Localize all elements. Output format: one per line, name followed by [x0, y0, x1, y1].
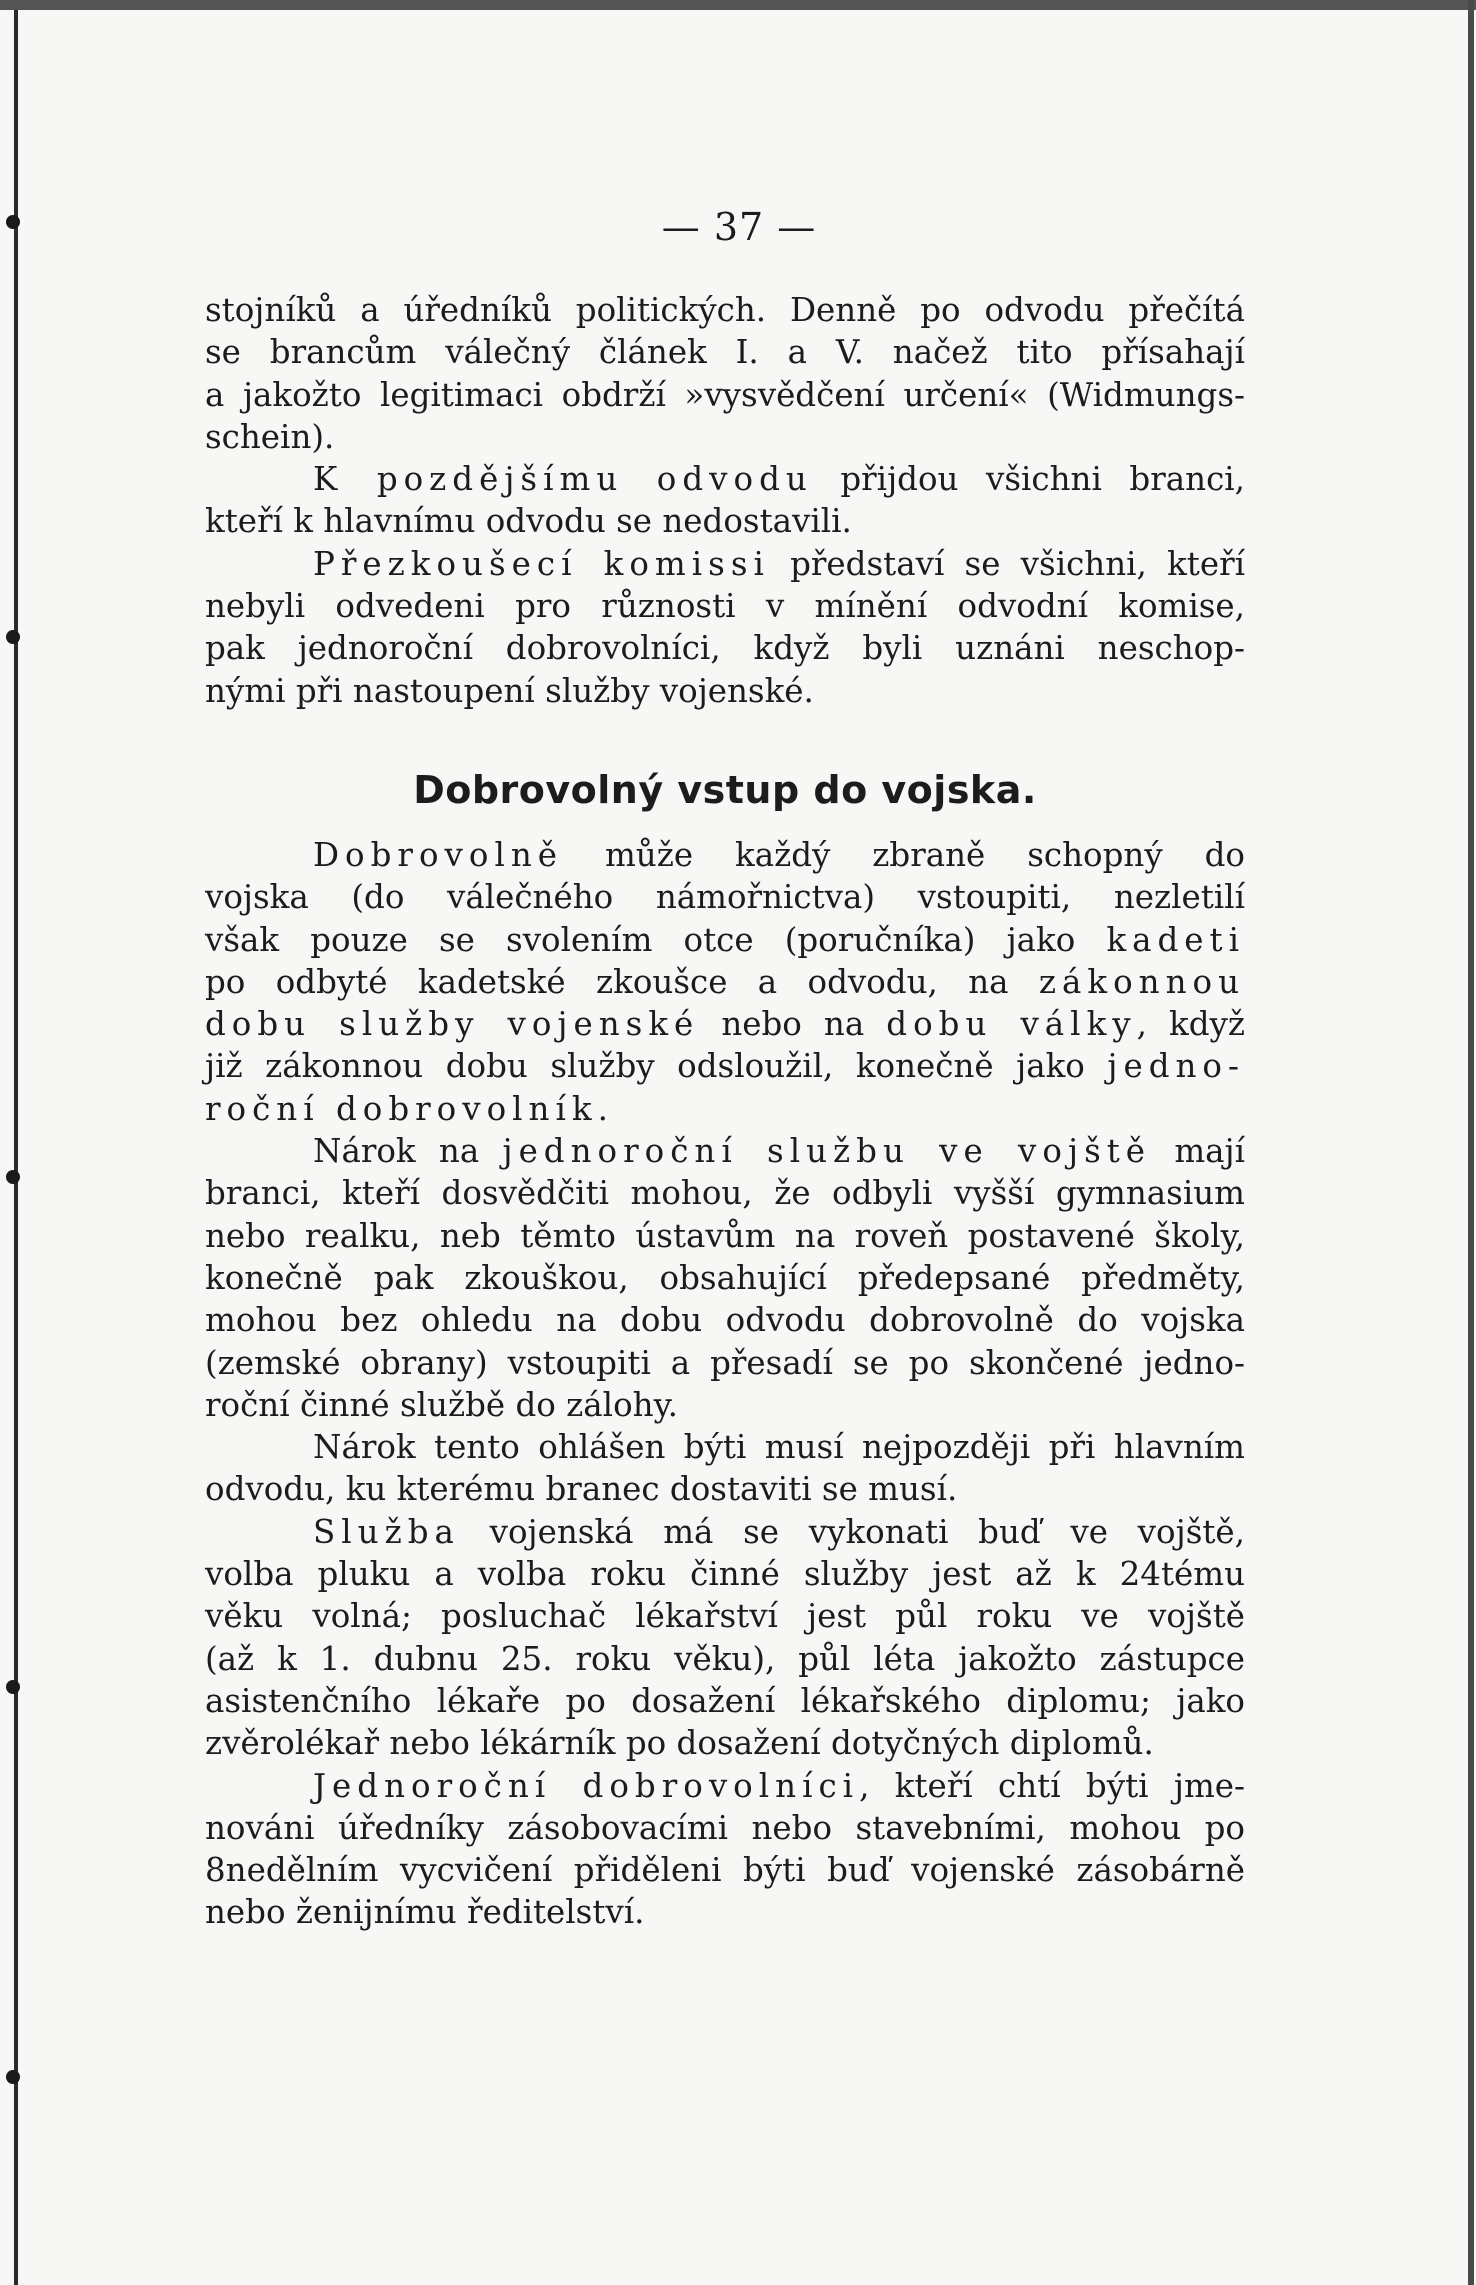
text-span: nebo na	[699, 1005, 887, 1044]
text-line	[205, 543, 1245, 585]
binding-mark	[6, 2070, 20, 2084]
text-line: se brancům válečný článek I. a V. načež tito přísahají	[205, 333, 1245, 372]
spaced-term: Dobrovolně	[313, 835, 564, 874]
spaced-term: dobu služby vojenské	[205, 1005, 700, 1044]
text-line	[205, 458, 1245, 500]
text-line	[205, 834, 1245, 876]
page-content	[205, 205, 1245, 1934]
text-line: věku volná; posluchač lékařství jest půl roku ve vojště	[205, 1597, 1245, 1636]
text-line: mohou bez ohledu na dobu odvodu dobrovolně do vojska	[205, 1301, 1245, 1340]
text-line: schein).	[205, 417, 335, 456]
spaced-term: Jednoroční dobrovolníci	[313, 1766, 860, 1805]
paragraph-5	[205, 1130, 1245, 1426]
text-span: však pouze se svolením otce (poručníka) jako	[205, 920, 1107, 959]
text-span: po odbyté kadetské zkoušce a odvodu, na	[205, 962, 1039, 1001]
paragraph-2	[205, 458, 1245, 543]
text-span: mají	[1151, 1132, 1245, 1171]
text-line: nebo ženijnímu ředitelství.	[205, 1893, 645, 1932]
page-left-edge	[14, 10, 18, 2285]
section-heading: Dobrovolný vstup do vojska.	[413, 767, 1037, 812]
spaced-term: K pozdějšímu odvodu	[313, 460, 813, 499]
text-line: nováni úředníky zásobovacími nebo stavebními, mohou po	[205, 1808, 1245, 1847]
text-line: Nárok tento ohlášen býti musí nejpozději při hlavním	[313, 1428, 1245, 1467]
text-span: Nárok na	[313, 1132, 503, 1171]
page-top-edge	[0, 0, 1476, 10]
text-line	[205, 1765, 1245, 1807]
text-line	[205, 1130, 1245, 1172]
text-line	[205, 1511, 1245, 1553]
text-line: konečně pak zkouškou, obsahující předepsané předměty,	[205, 1258, 1245, 1297]
text-line: 8nedělním vycvičení přiděleni býti buď vojenské zásobárně	[205, 1851, 1245, 1890]
text-line: zvěrolékař nebo lékárník po dosažení dotyčných diplomů.	[205, 1724, 1154, 1763]
text-line: nebo realku, neb těmto ústavům na roveň postavené školy,	[205, 1216, 1245, 1255]
text-line: a jakožto legitimaci obdrží »vysvědčení určení« (Widmungs-	[205, 375, 1245, 414]
text-line: nebyli odvedeni pro různosti v mínění odvodní komise,	[205, 587, 1245, 626]
binding-mark	[6, 1680, 20, 1694]
spaced-term: Služba	[313, 1512, 460, 1551]
text-line	[205, 1045, 1245, 1087]
text-span: představí se všichni, kteří	[769, 544, 1246, 583]
text-line: roční činné službě do zálohy.	[205, 1385, 678, 1424]
text-line	[205, 961, 1245, 1003]
paragraph-3	[205, 543, 1245, 712]
text-line: asistenčního lékaře po dosažení lékařského diplomu; jako	[205, 1681, 1245, 1720]
text-line	[205, 919, 1245, 961]
paragraph-6	[205, 1426, 1245, 1511]
text-line: vojska (do válečného námořnictva) vstoupiti, nezletilí	[205, 878, 1245, 917]
text-line: pak jednoroční dobrovolníci, když byli uznáni neschop-	[205, 629, 1245, 668]
paragraph-1	[205, 289, 1245, 458]
text-line: (až k 1. dubnu 25. roku věku), půl léta jakožto zástupce	[205, 1639, 1245, 1678]
binding-mark	[6, 215, 20, 229]
paragraph-8	[205, 1765, 1245, 1934]
text-line: odvodu, ku kterému branec dostaviti se musí.	[205, 1470, 958, 1509]
binding-mark	[6, 1170, 20, 1184]
text-span: , kteří chtí býti jme-	[859, 1766, 1246, 1805]
spaced-term: zákonnou	[1038, 962, 1245, 1001]
paragraph-7	[205, 1511, 1245, 1765]
spaced-term: jedno-	[1107, 1047, 1245, 1086]
spaced-term: jednoroční službu ve vojště	[502, 1132, 1152, 1171]
text-line: branci, kteří dosvědčiti mohou, že odbyli vyšší gymnasium	[205, 1174, 1245, 1213]
spaced-term: roční dobrovolník	[205, 1089, 598, 1128]
text-line: kteří k hlavnímu odvodu se nedostavili.	[205, 502, 852, 541]
text-line: stojníků a úředníků politických. Denně po odvodu přečítá	[205, 291, 1245, 329]
spaced-term: dobu války	[886, 1005, 1137, 1044]
text-span: může každý zbraně schopný do	[563, 835, 1245, 874]
binding-mark	[6, 630, 20, 644]
text-line: volba pluku a volba roku činné služby jest až k 24tému	[205, 1555, 1245, 1594]
page-right-edge	[1468, 0, 1474, 2285]
text-span: .	[597, 1089, 608, 1128]
text-span: již zákonnou dobu služby odsloužil, konečně jako	[205, 1047, 1108, 1086]
text-span: přijdou všichni branci,	[812, 460, 1245, 499]
text-span: vojenská má se vykonati buď ve vojště,	[459, 1512, 1245, 1551]
page-number: — 37 —	[661, 205, 817, 249]
text-line	[205, 1088, 1245, 1130]
spaced-term: Přezkoušecí komissi	[313, 544, 770, 583]
text-span: , když	[1136, 1005, 1245, 1044]
spaced-term: kadeti	[1106, 920, 1245, 959]
text-line	[205, 1003, 1245, 1045]
text-line: (zemské obrany) vstoupiti a přesadí se po skončené jedno-	[205, 1343, 1245, 1382]
text-line: nými při nastoupení služby vojenské.	[205, 671, 814, 710]
paragraph-4	[205, 834, 1245, 1130]
